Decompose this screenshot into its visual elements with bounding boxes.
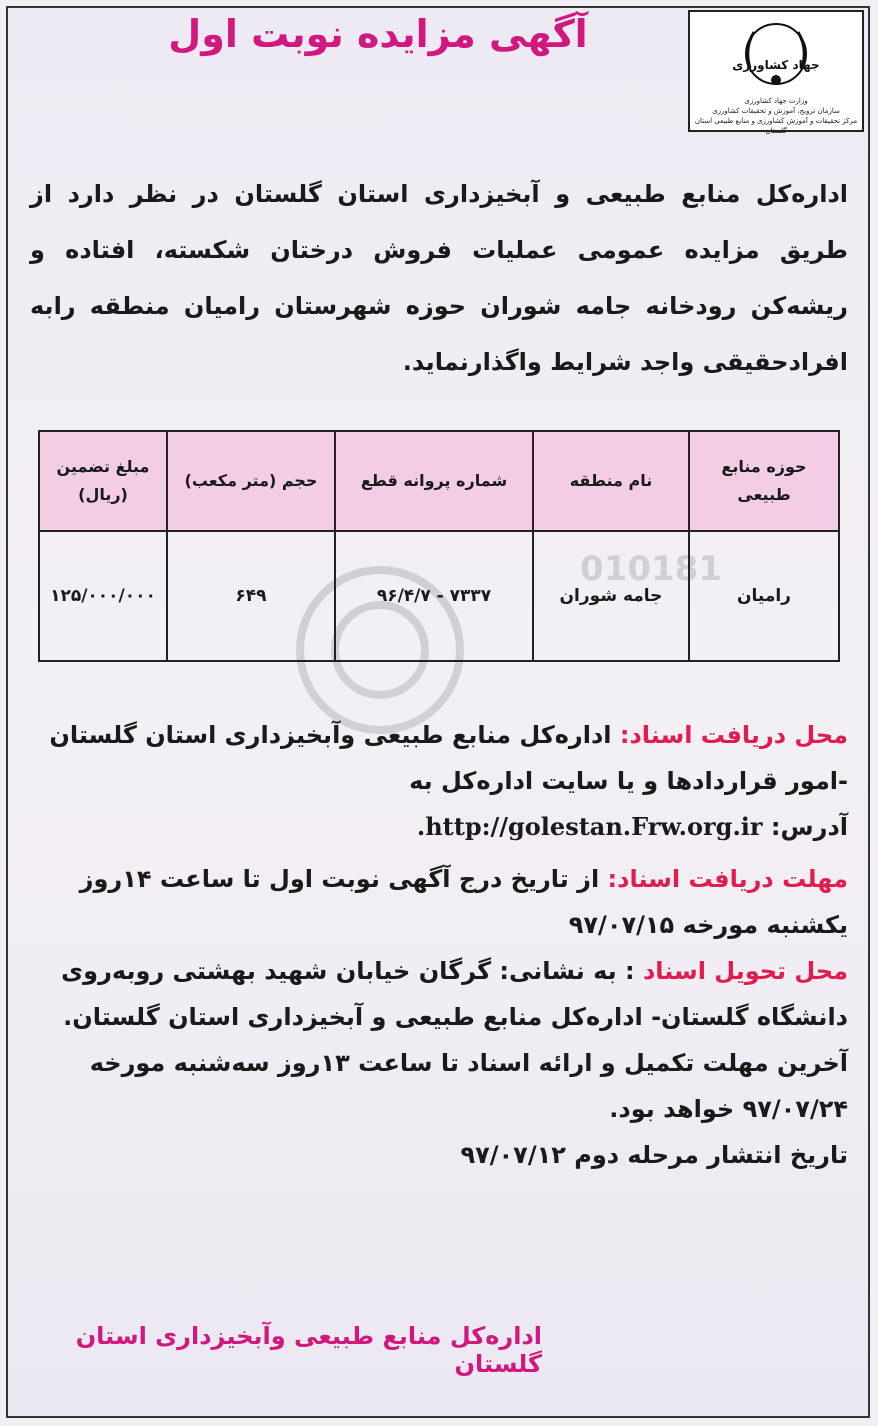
address-link[interactable]: http://golestan.Frw.org.ir. — [416, 812, 763, 841]
table-cell: رامیان — [689, 531, 839, 661]
table-cell: ۷۳۳۷ - ۹۶/۴/۷ — [335, 531, 533, 661]
address-label: آدرس: — [770, 813, 848, 841]
column-header: حوزه منابع طبیعی — [689, 431, 839, 531]
table-cell: جامه شوران — [533, 531, 689, 661]
second-publication-date: تاریخ انتشار مرحله دوم ۹۷/۰۷/۱۲ — [460, 1141, 848, 1169]
address-line — [30, 804, 848, 850]
logo-line: وزارت جهاد کشاورزی — [744, 97, 808, 105]
footer-signature: اداره‌کل منابع طبیعی وآبخیزداری استان گلستان — [75, 1322, 542, 1378]
column-header: مبلغ تضمین (ریال) — [39, 431, 167, 531]
auction-table — [38, 430, 840, 662]
logo-seal-text: جهاد کشاورزی — [732, 58, 820, 72]
delivery-place-label: محل تحویل اسناد — [642, 957, 848, 985]
receive-place-text: اداره‌کل منابع طبیعی وآبخیزداری استان گلستان -امور قراردادها و یا سایت اداره‌کل به — [49, 721, 848, 795]
table-row — [39, 531, 839, 661]
delivery-place-text: : به نشانی: گرگان خیابان شهید بهشتی روبه‌روی دانشگاه گلستان- اداره‌کل منابع طبیعی و آبخیزداری استان گلستان. — [61, 957, 848, 1031]
receive-deadline-text: از تاریخ درج آگهی نوبت اول تا ساعت ۱۴روز یکشنبه مورخه ۹۷/۰۷/۱۵ — [79, 865, 848, 939]
table-cell: ۶۴۹ — [167, 531, 335, 661]
logo-caption — [694, 96, 858, 136]
receive-place-label: محل دریافت اسناد: — [619, 721, 848, 749]
logo-line: سازمان ترویج، آموزش و تحقیقات کشاورزی — [712, 107, 840, 115]
column-header: حجم (متر مکعب) — [167, 431, 335, 531]
intro-paragraph: اداره‌کل منابع طبیعی و آبخیزداری استان گلستان در نظر دارد از طریق مزایده عمومی عملیات فروش درختان شکسته، افتاده و ریشه‌کن رودخانه جامه شوران حوزه شهرستان رامیان منطقه رابه افرادحقیقی واجد شرایط واگذارنماید. — [30, 180, 848, 376]
final-deadline: آخرین مهلت تکمیل و ارائه اسناد تا ساعت ۱۳روز سه‌شنبه مورخه ۹۷/۰۷/۲۴ خواهد بود. — [89, 1049, 848, 1123]
receive-deadline — [30, 856, 848, 948]
receive-place — [30, 712, 848, 804]
table-cell: ۱۲۵/۰۰۰/۰۰۰ — [39, 531, 167, 661]
receive-deadline-label: مهلت دریافت اسناد: — [607, 865, 848, 893]
details-section — [30, 712, 848, 1178]
page-title: آگهی مزایده نوبت اول — [168, 12, 588, 56]
delivery-place — [30, 948, 848, 1040]
column-header: شماره پروانه قطع — [335, 431, 533, 531]
column-header: نام منطقه — [533, 431, 689, 531]
organization-logo — [688, 10, 864, 135]
logo-line: مرکز تحقیقات و آموزش کشاورزی و منابع طبیعی استان گلستان — [694, 117, 858, 135]
table-header-row — [39, 431, 839, 531]
